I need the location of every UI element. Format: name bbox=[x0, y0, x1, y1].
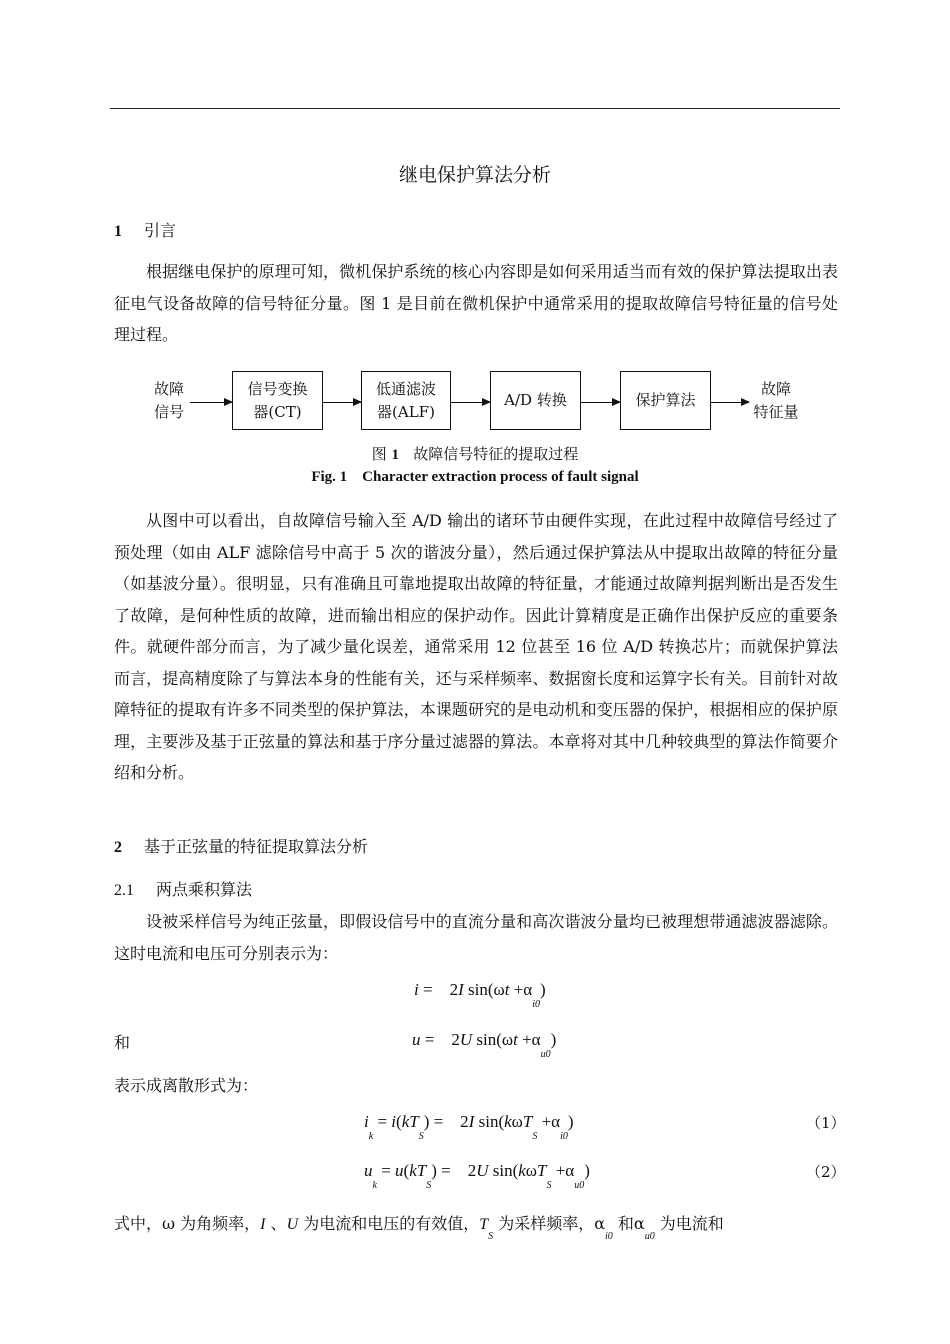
arrow-4 bbox=[581, 402, 620, 403]
section-label: 基于正弦量的特征提取算法分析 bbox=[144, 837, 369, 856]
caption-text: 故障信号特征的提取过程 bbox=[413, 445, 579, 463]
text: 为电流和电压的有效值， bbox=[298, 1214, 480, 1233]
equation-number-1: （1） bbox=[806, 1114, 846, 1132]
box-line: 器(CT) bbox=[253, 402, 302, 421]
box-ad-converter bbox=[490, 371, 581, 430]
symbol-T: T bbox=[479, 1216, 489, 1233]
box-protection-algorithm bbox=[620, 371, 711, 430]
figure-caption-cn bbox=[0, 443, 950, 464]
text: 、 bbox=[265, 1214, 287, 1233]
caption-prefix: 图 bbox=[371, 445, 387, 463]
box-signal-transformer bbox=[232, 371, 323, 430]
symbol-U: U bbox=[286, 1216, 299, 1233]
section-2-1-heading bbox=[114, 877, 252, 900]
figure-caption-en: Fig. 1 Character extraction process of fault signal bbox=[311, 469, 639, 485]
equation-voltage: u = 2U $\sin(\omega t +\alpha_{u0})$ bbox=[412, 1030, 557, 1060]
box-line: 保护算法 bbox=[635, 391, 696, 409]
section-label: 两点乘积算法 bbox=[156, 880, 253, 899]
input-line-2: 信号 bbox=[153, 403, 184, 421]
box-low-pass-filter bbox=[361, 371, 451, 430]
section-2-heading bbox=[114, 834, 368, 857]
paragraph-analysis: 从图中可以看出，自故障信号输入至 A/D 输出的诸环节由硬件实现，在此过程中故障信号经过了预处理（如由 ALF 滤除信号中高于 5 次的谐波分量），然后通过保护算法从中提取出故障的特征分量（如基波分量）。很明显，只有准确且可靠地提取出故障的特征量，才能通过故障判据判断出是否发生了故障，是何种性质的故障，进而输出相应的保护动作。因此计算精度是正确作出保护反应的重要条件。就硬件部分而言，为了减少量化误差，通常采用 12 位甚至 16 位 A/D 转换芯片；而就保护算法而言，提高精度除了与算法本身的性能有关，还与采样频率、数据窗长度和运算字长有关。目前针对故障特征的提取有许多不同类型的保护算法，本课题研究的是电动机和变压器的保护，根据相应的保护原理，主要涉及基于正弦量的算法和基于序分量过滤器的算法。本章将对其中几种较典型的算法作简要介绍和分析。 bbox=[114, 511, 838, 782]
equation-1: $i_k = i(kT_S)$ = 2I $\sin(k\omega T_S +\alpha_{i0})$ bbox=[364, 1112, 574, 1142]
equation-current: i = 2I $\sin(\omega t +\alpha_{i0})$ bbox=[414, 980, 546, 1010]
figure-output-label bbox=[748, 378, 804, 424]
page-title: 继电保护算法分析 bbox=[398, 164, 551, 186]
paragraph-intro: 根据继电保护的原理可知，微机保护系统的核心内容即是如何采用适当而有效的保护算法提取出表征电气设备故障的信号特征分量。图 1 是目前在微机保护中通常采用的提取故障信号特征量的信号处理过程。 bbox=[114, 262, 838, 344]
caption-number: 1 bbox=[391, 447, 399, 463]
text: 为电流和 bbox=[654, 1214, 724, 1233]
section-number: 2 bbox=[114, 839, 122, 856]
equation-number-2: （2） bbox=[806, 1163, 846, 1181]
section-1-heading bbox=[114, 218, 176, 241]
box-line: A/D 转换 bbox=[504, 391, 567, 409]
and-label: 和 bbox=[114, 1033, 131, 1052]
section-number: 2.1 bbox=[114, 882, 134, 899]
box-line: 低通滤波 bbox=[375, 379, 436, 398]
text: 和α bbox=[612, 1214, 645, 1233]
figure-input-label bbox=[146, 378, 192, 424]
symbol-I: I bbox=[260, 1216, 266, 1233]
equation-2: $u_k = u(kT_S)$ = 2U $\sin(k\omega T_S +\alpha_{u0})$ bbox=[364, 1161, 590, 1191]
text: 为采样频率，α bbox=[493, 1214, 606, 1233]
header-rule bbox=[110, 108, 840, 109]
input-line-1: 故障 bbox=[153, 380, 184, 398]
arrow-1 bbox=[190, 402, 232, 403]
symbol-definitions bbox=[114, 1211, 724, 1242]
subscript: i0 bbox=[605, 1231, 613, 1242]
output-line-1: 故障 bbox=[760, 380, 791, 398]
section-label: 引言 bbox=[144, 221, 177, 240]
box-line: 器(ALF) bbox=[377, 402, 435, 421]
box-line: 信号变换 bbox=[247, 379, 308, 398]
subscript: S bbox=[488, 1231, 494, 1242]
paragraph-assumption: 设被采样信号为纯正弦量，即假设信号中的直流分量和高次谐波分量均已被理想带通滤波器滤除。这时电流和电压可分别表示为： bbox=[114, 912, 838, 963]
subscript: u0 bbox=[644, 1231, 655, 1242]
section-number: 1 bbox=[114, 223, 122, 240]
discrete-intro: 表示成离散形式为： bbox=[114, 1076, 259, 1095]
arrow-5 bbox=[711, 402, 749, 403]
arrow-3 bbox=[451, 402, 490, 403]
output-line-2: 特征量 bbox=[753, 403, 799, 421]
arrow-2 bbox=[323, 402, 361, 403]
text: 式中，ω 为角频率， bbox=[114, 1214, 261, 1233]
